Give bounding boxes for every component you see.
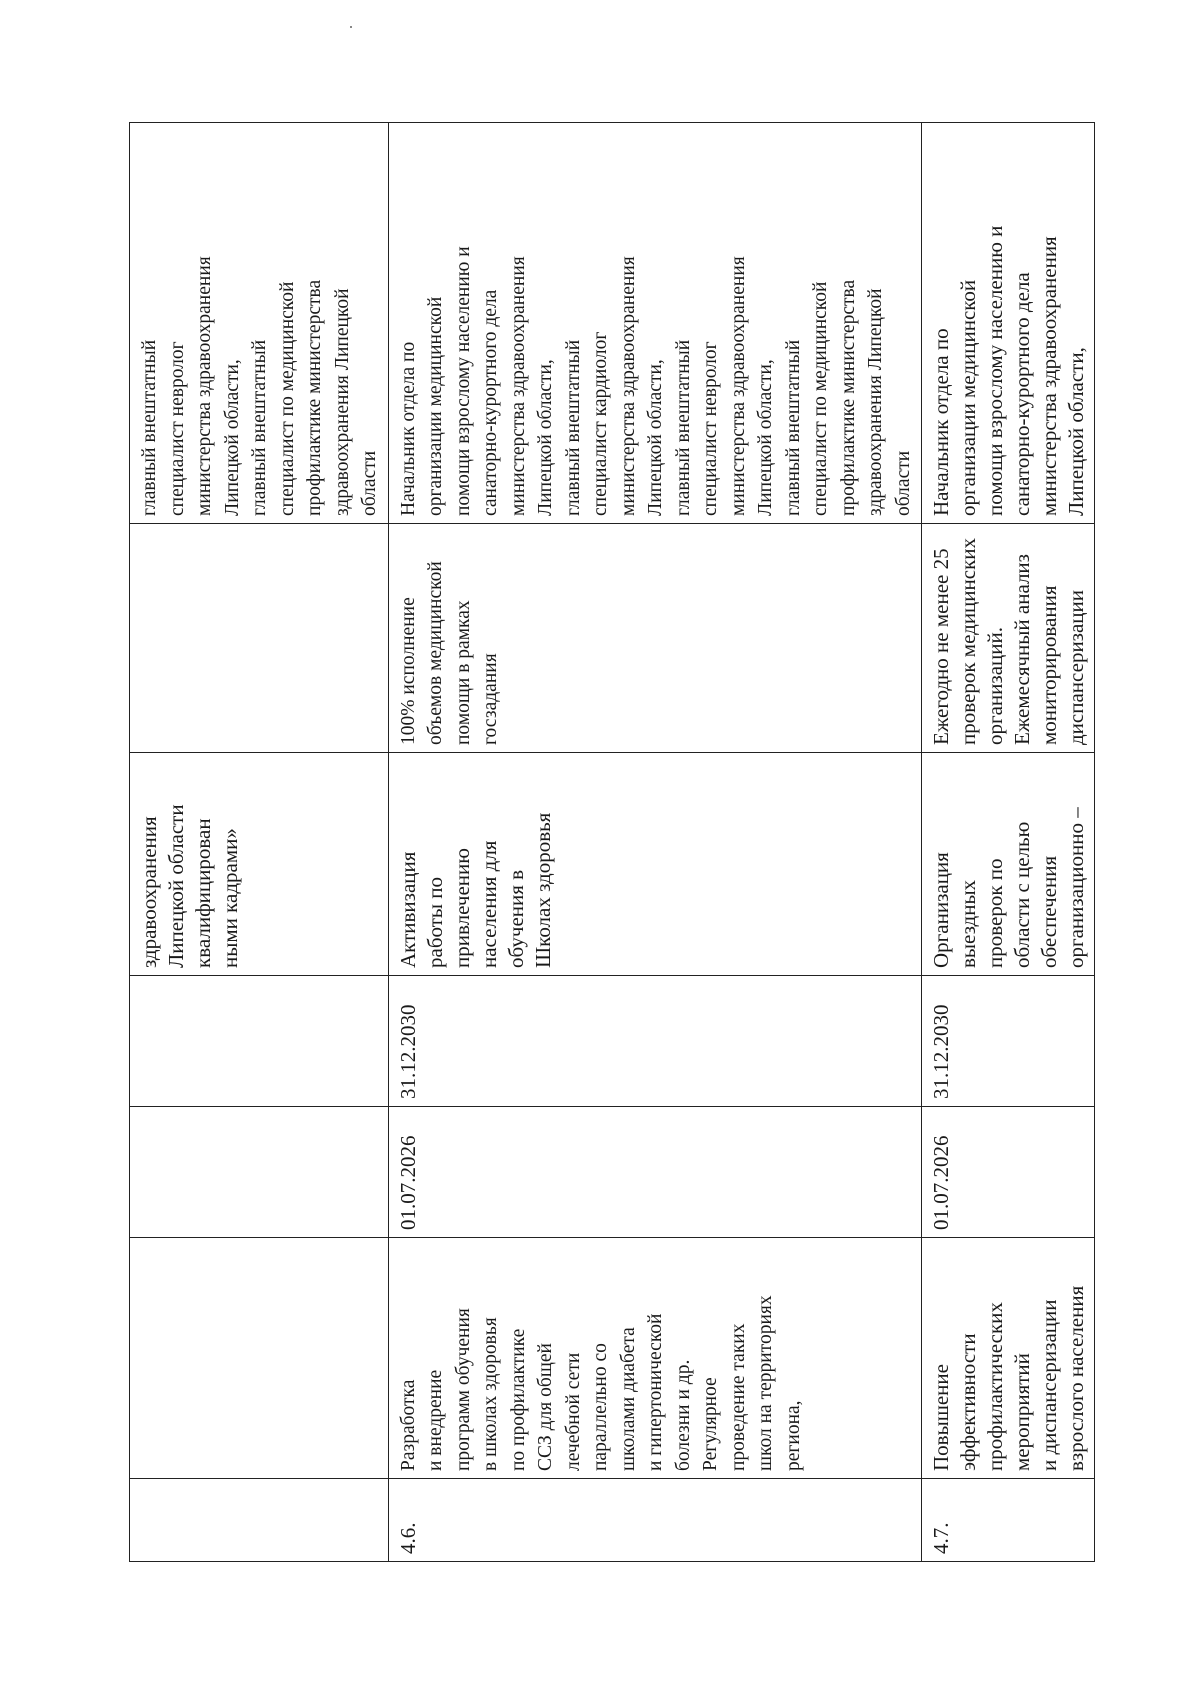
responsible-cell: Начальник отдела по организации медицинской помощи взрослому населению и санаторно-курортного дела министерства здравоохранения Липецкой области, главный внештатный специалист кардиолог министерства здравоохранения Липецкой области, главный внештатный специалист невролог министерства здравоохранения Липецкой области, главный внештатный специалист по медицинской профилактике министерства здравоохранения Липецкой области	[388, 123, 922, 524]
start-date-cell: 01.07.2026	[388, 1107, 922, 1238]
start-date-cell	[130, 1107, 389, 1238]
event-cell: Разработка и внедрение программ обучения в школах здоровья по профилактике ССЗ для общей лечебной сети параллельно со школами диабета и гипертонической болезни и др. Регулярное проведение таких школ на территориях региона,	[388, 1238, 922, 1479]
responsible-cell: главный внештатный специалист невролог министерства здравоохранения Липецкой области, главный внештатный специалист по медицинской профилактике министерства здравоохранения Липецкой области	[130, 123, 389, 524]
end-date-cell: 31.12.2030	[388, 976, 922, 1107]
event-cell	[130, 1238, 389, 1479]
indicator-cell: Ежегодно не менее 25 проверок медицинских организаций. Ежемесячный анализ мониторирования диспансеризации	[922, 524, 1095, 753]
number-cell: 4.6.	[388, 1479, 922, 1562]
scan-dot	[350, 26, 352, 28]
number-cell	[130, 1479, 389, 1562]
indicator-cell	[130, 524, 389, 753]
table-row	[922, 123, 1095, 1562]
result-cell: Организация выездных проверок по области с целью обеспечения организационно –	[922, 753, 1095, 976]
result-cell: здравоохранения Липецкой области квалифицирован ными кадрами»	[130, 753, 389, 976]
end-date-cell: 31.12.2030	[922, 976, 1095, 1107]
result-cell: Активизация работы по привлечению населения для обучения в Школах здоровья	[388, 753, 922, 976]
start-date-cell: 01.07.2026	[922, 1107, 1095, 1238]
responsible-cell: Начальник отдела по организации медицинской помощи взрослому населению и санаторно-курортного дела министерства здравоохранения Липецкой области,	[922, 123, 1095, 524]
indicator-cell: 100% исполнение объемов медицинской помощи в рамках госзадания	[388, 524, 922, 753]
end-date-cell	[130, 976, 389, 1107]
table-row	[130, 123, 389, 1562]
number-cell: 4.7.	[922, 1479, 1095, 1562]
event-cell: Повышение эффективности профилактических мероприятий и диспансеризации взрослого населения	[922, 1238, 1095, 1479]
table-row	[388, 123, 922, 1562]
action-plan-table	[129, 122, 1095, 1562]
rotated-page	[129, 122, 1088, 1562]
